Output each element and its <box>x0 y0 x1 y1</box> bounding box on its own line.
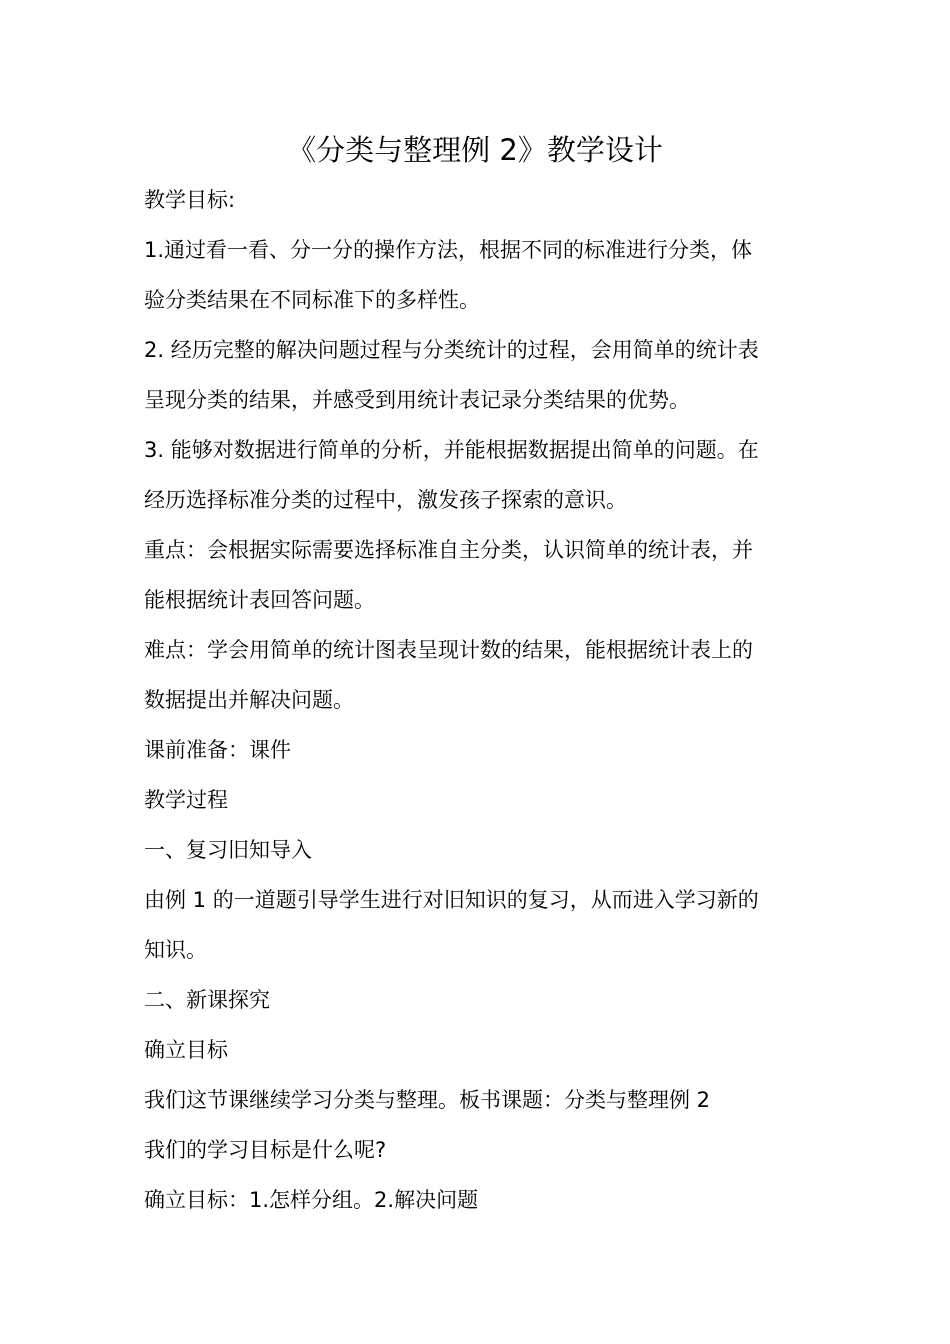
section-1-heading: 一、复习旧知导入 <box>144 838 312 862</box>
difficulties-line-1: 难点：学会用简单的统计图表呈现计数的结果，能根据统计表上的 <box>144 638 753 662</box>
heading-teaching-process: 教学过程 <box>144 788 228 812</box>
lesson-intro-line: 我们这节课继续学习分类与整理。板书课题：分类与整理例 2 <box>144 1088 711 1112</box>
goals-list-line: 确立目标：1.怎样分组。2.解决问题 <box>144 1188 479 1212</box>
difficulties-line-2: 数据提出并解决问题。 <box>144 688 354 712</box>
section-1-text-line-1: 由例 1 的一道题引导学生进行对旧知识的复习，从而进入学习新的 <box>144 888 759 912</box>
preparation-line: 课前准备：课件 <box>144 738 291 762</box>
document-title: 《分类与整理例 2》教学设计 <box>287 133 663 167</box>
subheading-set-goals: 确立目标 <box>144 1038 228 1062</box>
key-points-line-2: 能根据统计表回答问题。 <box>144 588 375 612</box>
section-1-text-line-2: 知识。 <box>144 938 207 962</box>
objective-3-line-1: 3. 能够对数据进行简单的分析，并能根据数据提出简单的问题。在 <box>144 438 759 462</box>
objective-1-line-2: 验分类结果在不同标准下的多样性。 <box>144 288 480 312</box>
objective-3-line-2: 经历选择标准分类的过程中，激发孩子探索的意识。 <box>144 488 627 512</box>
objective-2-line-1: 2. 经历完整的解决问题过程与分类统计的过程，会用简单的统计表 <box>144 338 759 362</box>
section-2-heading: 二、新课探究 <box>144 988 270 1012</box>
key-points-line-1: 重点：会根据实际需要选择标准自主分类，认识简单的统计表，并 <box>144 538 753 562</box>
heading-teaching-objectives: 教学目标: <box>144 188 236 212</box>
goal-question-line: 我们的学习目标是什么呢? <box>144 1138 387 1162</box>
objective-1-line-1: 1.通过看一看、分一分的操作方法，根据不同的标准进行分类，体 <box>144 238 753 262</box>
objective-2-line-2: 呈现分类的结果，并感受到用统计表记录分类结果的优势。 <box>144 388 690 412</box>
